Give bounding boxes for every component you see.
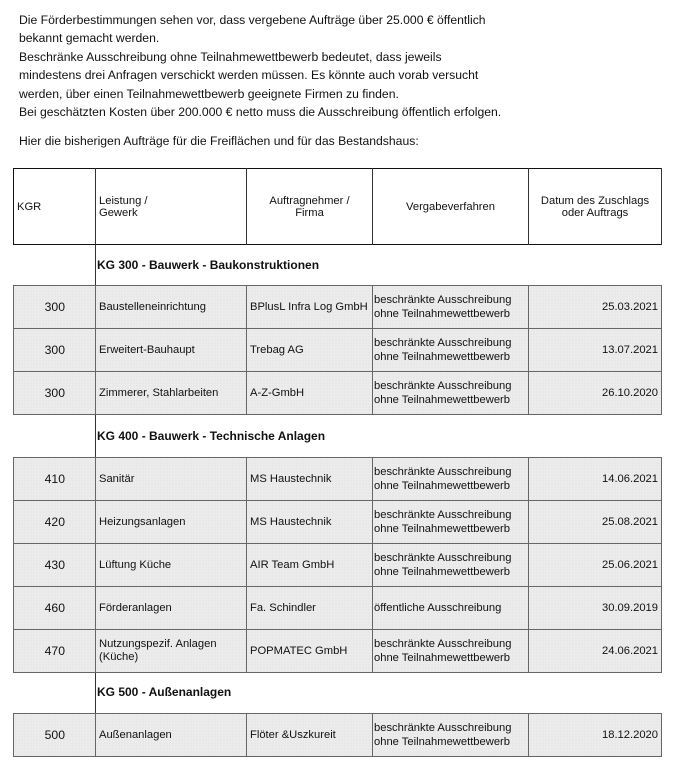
header-kgr: KGR: [14, 169, 96, 245]
cell-verfahren: beschränkte Ausschreibung ohne Teilnahmewettbewerb: [373, 372, 529, 415]
cell-datum: 13.07.2021: [529, 329, 662, 372]
intro-line: mindestens drei Anfragen verschickt werden müssen. Es könnte auch vorab versucht: [19, 68, 479, 83]
cell-leistung: Baustelleneinrichtung: [96, 286, 247, 329]
intro-line: Beschränke Ausschreibung ohne Teilnahmewettbewerb bedeutet, dass jeweils: [19, 49, 442, 64]
table-row: [14, 630, 662, 673]
table-section-kg500: [13, 713, 662, 757]
cell-datum: 18.12.2020: [529, 714, 662, 757]
table-section-kg300: [13, 285, 662, 415]
intro-line: werden, über einen Teilnahmewettbewerb geeignete Firmen zu finden.: [19, 86, 399, 101]
cell-leistung: Außenanlagen: [96, 714, 247, 757]
table-header: [13, 168, 662, 245]
cell-firma: BPlusL Infra Log GmbH: [247, 286, 373, 329]
cell-firma: A-Z-GmbH: [247, 372, 373, 415]
header-auftragnehmer: Auftragnehmer / Firma: [247, 169, 373, 245]
table-row: [14, 501, 662, 544]
cell-firma: Fa. Schindler: [247, 587, 373, 630]
cell-datum: 24.06.2021: [529, 630, 662, 673]
cell-leistung: Lüftung Küche: [96, 544, 247, 587]
cell-kgr: 470: [14, 630, 96, 673]
section-title-kg400: KG 400 - Bauwerk - Technische Anlagen: [97, 429, 326, 443]
cell-verfahren: beschränkte Ausschreibung ohne Teilnahmewettbewerb: [373, 544, 529, 587]
intro-line: Bei geschätzten Kosten über 200.000 € netto muss die Ausschreibung öffentlich erfolgen.: [19, 105, 502, 120]
cell-verfahren: beschränkte Ausschreibung ohne Teilnahmewettbewerb: [373, 329, 529, 372]
cell-leistung: Zimmerer, Stahlarbeiten: [96, 372, 247, 415]
cell-kgr: 300: [14, 286, 96, 329]
cell-firma: MS Haustechnik: [247, 501, 373, 544]
cell-datum: 25.06.2021: [529, 544, 662, 587]
cell-kgr: 410: [14, 458, 96, 501]
header-datum: Datum des Zuschlags oder Auftrags: [529, 169, 662, 245]
cell-kgr: 300: [14, 372, 96, 415]
table-row: [14, 714, 662, 757]
cell-datum: 25.08.2021: [529, 501, 662, 544]
section-title-kg300: KG 300 - Bauwerk - Baukonstruktionen: [97, 258, 320, 272]
cell-leistung: Heizungsanlagen: [96, 501, 247, 544]
cell-datum: 14.06.2021: [529, 458, 662, 501]
cell-datum: 26.10.2020: [529, 372, 662, 415]
table-row: [14, 544, 662, 587]
cell-firma: POPMATEC GmbH: [247, 630, 373, 673]
table-row: [14, 329, 662, 372]
column-divider: [95, 415, 96, 457]
table-row: [14, 372, 662, 415]
intro-line: bekannt gemacht werden.: [19, 31, 160, 46]
column-divider: [95, 671, 96, 713]
cell-verfahren: beschränkte Ausschreibung ohne Teilnahmewettbewerb: [373, 630, 529, 673]
intro-line: Die Förderbestimmungen sehen vor, dass vergebene Aufträge über 25.000 € öffentlich: [19, 13, 486, 27]
cell-leistung: Sanitär: [96, 458, 247, 501]
column-divider: [95, 244, 96, 285]
cell-datum: 25.03.2021: [529, 286, 662, 329]
cell-leistung: Nutzungspezif. Anlagen (Küche): [96, 630, 247, 673]
cell-leistung: Erweitert-Bauhaupt: [96, 329, 247, 372]
cell-datum: 30.09.2019: [529, 587, 662, 630]
intro-paragraph: [19, 11, 669, 121]
cell-kgr: 500: [14, 714, 96, 757]
table-lead-text: Hier die bisherigen Aufträge für die Freiflächen und für das Bestandshaus:: [19, 134, 419, 148]
header-vergabeverfahren: Vergabeverfahren: [373, 169, 529, 245]
cell-kgr: 430: [14, 544, 96, 587]
cell-verfahren: beschränkte Ausschreibung ohne Teilnahmewettbewerb: [373, 501, 529, 544]
cell-firma: MS Haustechnik: [247, 458, 373, 501]
cell-firma: Trebag AG: [247, 329, 373, 372]
cell-verfahren: öffentliche Ausschreibung: [373, 587, 529, 630]
cell-firma: Flöter &Uszkureit: [247, 714, 373, 757]
cell-verfahren: beschränkte Ausschreibung ohne Teilnahmewettbewerb: [373, 286, 529, 329]
table-section-kg400: [13, 457, 662, 673]
cell-verfahren: beschränkte Ausschreibung ohne Teilnahmewettbewerb: [373, 714, 529, 757]
cell-kgr: 300: [14, 329, 96, 372]
table-row: [14, 286, 662, 329]
cell-kgr: 460: [14, 587, 96, 630]
cell-firma: AIR Team GmbH: [247, 544, 373, 587]
cell-verfahren: beschränkte Ausschreibung ohne Teilnahmewettbewerb: [373, 458, 529, 501]
table-row: [14, 587, 662, 630]
cell-kgr: 420: [14, 501, 96, 544]
cell-leistung: Förderanlagen: [96, 587, 247, 630]
section-title-kg500: KG 500 - Außenanlagen: [97, 685, 232, 699]
table-row: [14, 458, 662, 501]
header-leistung: Leistung / Gewerk: [96, 169, 247, 245]
